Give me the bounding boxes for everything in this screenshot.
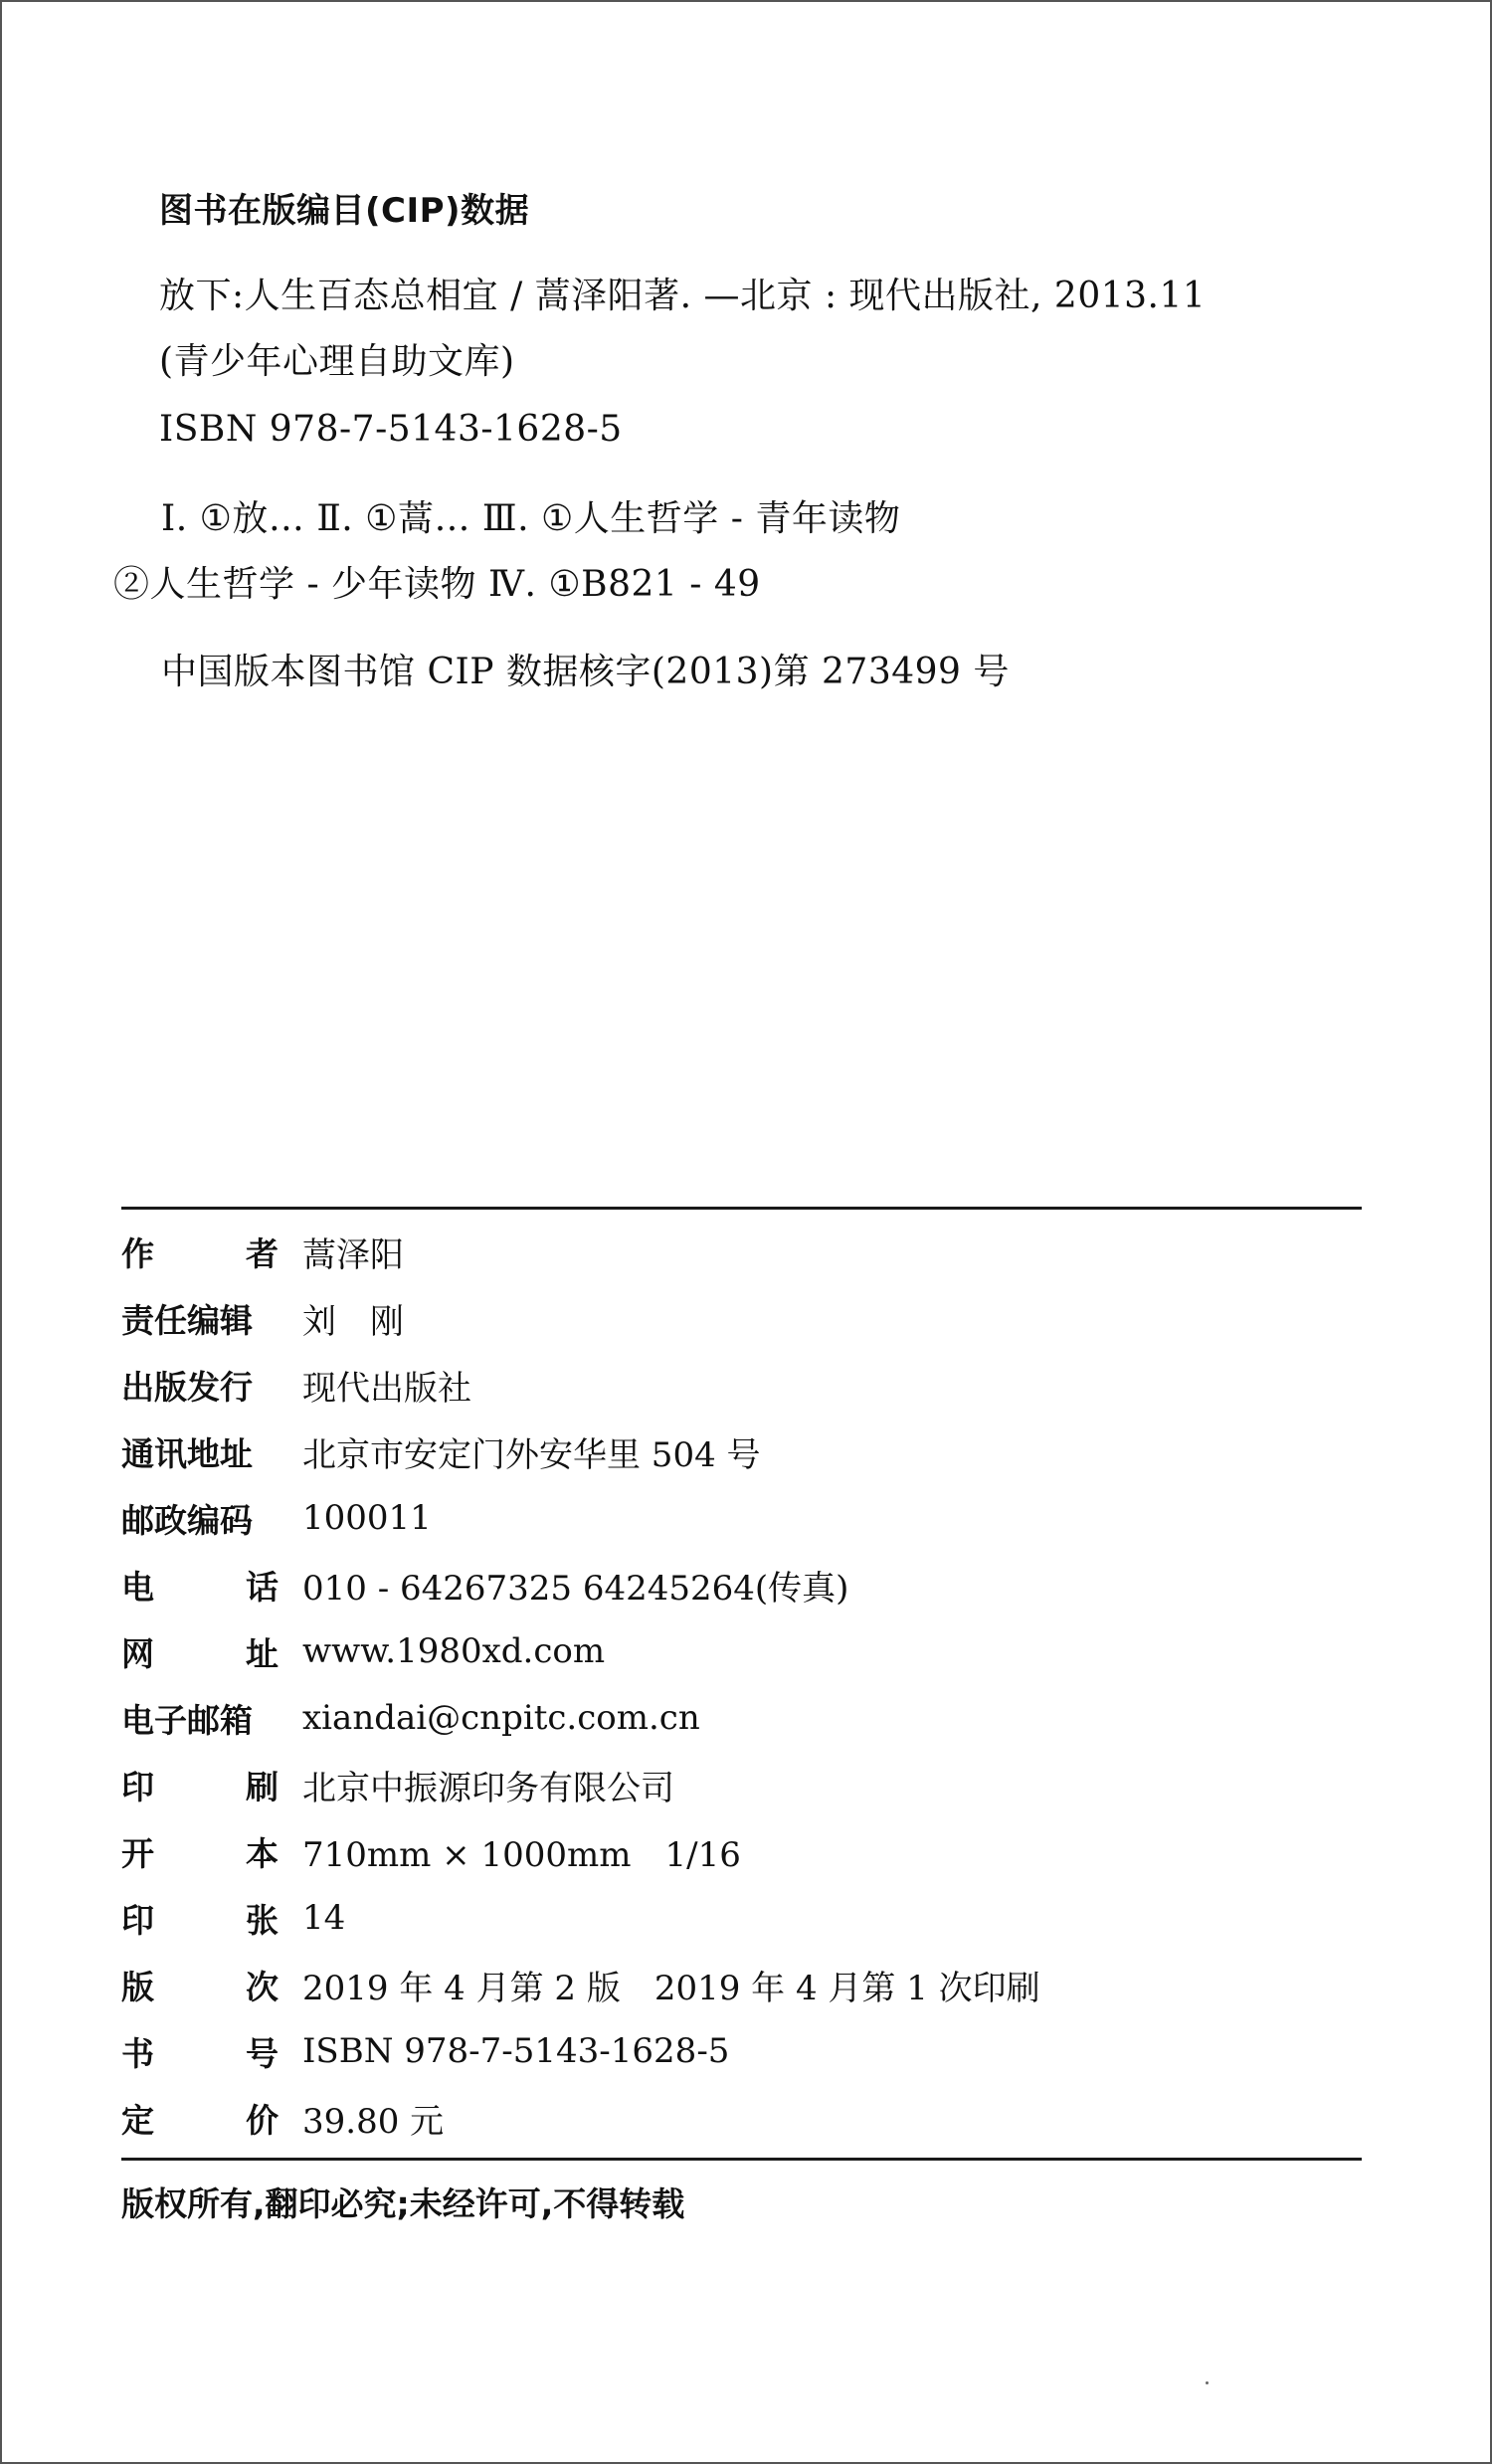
imprint-value: 北京市安定门外安华里 504 号 — [302, 1434, 761, 1475]
imprint-value: 2019 年 4 月第 2 版 2019 年 4 月第 1 次印刷 — [302, 1968, 1040, 2008]
cip-classification-line-1: Ⅰ. ①放… Ⅱ. ①蒿… Ⅲ. ①人生哲学 - 青年读物 — [161, 498, 901, 539]
imprint-row-price — [121, 2096, 444, 2140]
imprint-label: 印 张 — [121, 1900, 279, 1940]
imprint-row-isbn — [121, 2029, 729, 2073]
imprint-label: 电子邮箱 — [121, 1700, 253, 1740]
imprint-label: 责任编辑 — [121, 1300, 253, 1340]
cip-classification-line-2: ②人生哲学 - 少年读物 Ⅳ. ①B821 - 49 — [113, 564, 761, 605]
cip-heading: 图书在版编目(CIP)数据 — [159, 191, 530, 231]
imprint-row-author — [121, 1230, 404, 1273]
imprint-value: 14 — [302, 1898, 346, 1938]
imprint-label: 作 者 — [121, 1233, 279, 1273]
imprint-row-editor — [121, 1296, 404, 1340]
imprint-value: 刘 刚 — [302, 1301, 404, 1342]
cip-title-line: 放下:人生百态总相宜 / 蒿泽阳著. —北京 : 现代出版社, 2013.11 — [159, 276, 1207, 316]
imprint-row-email — [121, 1696, 700, 1740]
imprint-label: 网 址 — [121, 1633, 279, 1673]
imprint-value: 蒿泽阳 — [302, 1234, 404, 1275]
imprint-row-sheets — [121, 1896, 345, 1940]
cip-isbn-line: ISBN 978-7-5143-1628-5 — [159, 409, 623, 450]
imprint-label: 出版发行 — [121, 1367, 253, 1407]
cip-series-line: (青少年心理自助文库) — [159, 341, 515, 382]
imprint-label: 版 次 — [121, 1967, 279, 2006]
imprint-label: 开 本 — [121, 1833, 279, 1873]
copyright-notice: 版权所有,翻印必究;未经许可,不得转载 — [121, 2184, 685, 2223]
cip-record-line: 中国版本图书馆 CIP 数据核字(2013)第 273499 号 — [161, 652, 1010, 692]
imprint-row-publisher — [121, 1363, 471, 1407]
imprint-value-email: xiandai@cnpitc.com.cn — [302, 1698, 700, 1738]
imprint-row-edition — [121, 1963, 1040, 2006]
imprint-row-format — [121, 1829, 741, 1873]
imprint-row-website — [121, 1629, 605, 1673]
bottom-divider — [121, 2158, 1362, 2161]
imprint-label: 印 刷 — [121, 1767, 279, 1806]
imprint-label: 邮政编码 — [121, 1500, 253, 1540]
imprint-label: 通讯地址 — [121, 1433, 253, 1473]
scan-speck — [1206, 2381, 1209, 2384]
imprint-label: 电 话 — [121, 1567, 279, 1607]
imprint-value: 现代出版社 — [302, 1368, 471, 1409]
imprint-row-address — [121, 1429, 761, 1473]
imprint-row-phone — [121, 1563, 848, 1607]
imprint-value: ISBN 978-7-5143-1628-5 — [302, 2031, 730, 2071]
imprint-value: 010 - 64267325 64245264(传真) — [302, 1568, 849, 1609]
imprint-value: 100011 — [302, 1498, 432, 1538]
imprint-value: 北京中振源印务有限公司 — [302, 1768, 674, 1808]
imprint-label: 定 价 — [121, 2100, 279, 2140]
imprint-value: 710mm × 1000mm 1/16 — [302, 1834, 741, 1875]
imprint-value: 39.80 元 — [302, 2101, 445, 2142]
imprint-label: 书 号 — [121, 2033, 279, 2073]
imprint-value-website: www.1980xd.com — [302, 1631, 606, 1671]
imprint-row-printer — [121, 1763, 674, 1806]
top-divider — [121, 1207, 1362, 1210]
imprint-row-postcode — [121, 1496, 432, 1540]
